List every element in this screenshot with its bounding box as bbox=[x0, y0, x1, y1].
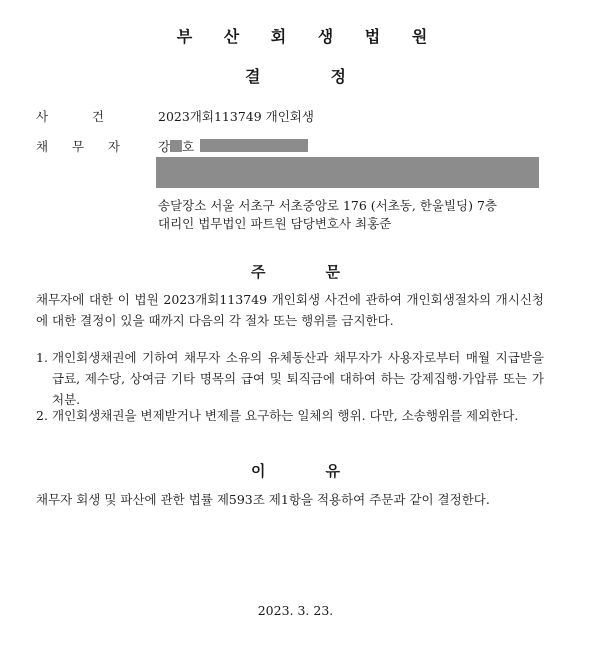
agent-info: 대리인 법무법인 파트원 담당변호사 최홍준 bbox=[158, 216, 392, 231]
redaction-bar-address bbox=[156, 157, 539, 188]
decision-date: 2023. 3. 23. bbox=[257, 603, 334, 618]
order-intro: 채무자에 대한 이 법원 2023개회113749 개인회생 사건에 관하여 개인회생절차의 개시신청에 대한 결정이 있을 때까지 다음의 각 절차 또는 행위를 금지한다. bbox=[36, 292, 544, 328]
case-number: 2023개회113749 개인회생 bbox=[158, 109, 314, 124]
reason-heading: 이 유 bbox=[251, 462, 340, 480]
doc-type-char-1: 결 bbox=[245, 67, 261, 86]
name-redaction bbox=[170, 140, 182, 152]
reason-text: 채무자 회생 및 파산에 관한 법률 제593조 제1항을 적용하여 주문과 같이 결정한다. bbox=[36, 492, 490, 507]
debtor-label: 채 무 자 bbox=[36, 139, 120, 154]
order-item-2: 2. 개인회생채권을 변제받거나 변제를 요구하는 일체의 행위. 다만, 소송행위를 제외한다. bbox=[36, 408, 519, 423]
order-item-1: 1. 개인회생채권에 기하여 채무자 소유의 유체동산과 채무자가 사용자로부터 매월 지급받을 급료, 제수당, 상여금 기타 명목의 급여 및 퇴직금에 대하여 하는 강제집행·가압류 또는 가처분. bbox=[36, 350, 544, 407]
redaction-bar-id bbox=[200, 139, 308, 152]
doc-type-char-2: 정 bbox=[330, 67, 346, 86]
debtor-name: 강 호 bbox=[158, 139, 195, 154]
document-type-title bbox=[0, 64, 591, 87]
order-heading: 주 문 bbox=[251, 263, 340, 281]
case-label: 사 건 bbox=[36, 109, 104, 124]
delivery-place: 송달장소 서울 서초구 서초중앙로 176 (서초동, 한울빌딩) 7층 bbox=[158, 198, 498, 213]
court-name: 부 산 회 생 법 원 bbox=[176, 27, 441, 46]
